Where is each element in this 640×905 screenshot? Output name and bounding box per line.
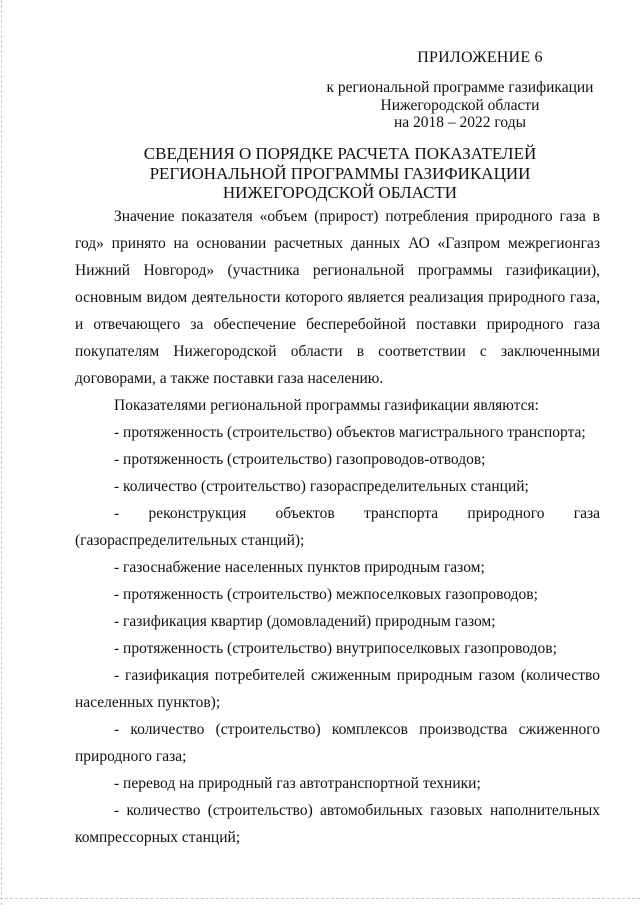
heading-line: РЕГИОНАЛЬНОЙ ПРОГРАММЫ ГАЗИФИКАЦИИ <box>149 163 531 183</box>
body-line: год» принято на основании расчетных данных АО «Газпром межрегионгаз <box>75 235 600 252</box>
appendix-subtitle <box>300 79 620 132</box>
scan-edge-bottom <box>0 898 640 900</box>
heading-line: НИЖЕГОРОДСКОЙ ОБЛАСТИ <box>222 183 458 202</box>
list-item: - протяженность (строительство) газопроводов-отводов; <box>114 451 486 468</box>
list-item: - количество (строительство) газораспределительных станций; <box>114 478 529 495</box>
list-item: - протяженность (строительство) внутрипоселковых газопроводов; <box>114 640 557 657</box>
list-item-continuation: компрессорных станций; <box>75 829 241 846</box>
body-line: покупателям Нижегородской области в соответствии с заключенными <box>75 343 600 360</box>
body-line: основным видом деятельности которого является реализация природного газа, <box>75 289 600 306</box>
appendix-subtitle-line: Нижегородской области <box>380 96 540 114</box>
list-item: - количество (строительство) автомобильных газовых наполнительных <box>114 802 600 819</box>
list-item-continuation: (газораспределительных станций); <box>75 532 305 549</box>
body-line: Значение показателя «объем (прирост) потребления природного газа в <box>114 208 600 225</box>
body-line: Показателями региональной программы газификации являются: <box>114 397 539 414</box>
scan-edge-left <box>1 0 3 905</box>
list-item: - протяженность (строительство) межпоселковых газопроводов; <box>114 586 538 603</box>
list-item: - перевод на природный газ автотранспортной техники; <box>114 775 481 792</box>
body-line: договорами, а также поставки газа населению. <box>75 370 384 387</box>
heading-line: СВЕДЕНИЯ О ПОРЯДКЕ РАСЧЕТА ПОКАЗАТЕЛЕЙ <box>143 144 537 163</box>
list-item: - протяженность (строительство) объектов магистрального транспорта; <box>114 424 586 441</box>
list-item: - реконструкция объектов транспорта природного газа <box>114 505 600 522</box>
list-item: - газификация квартир (домовладений) природным газом; <box>114 613 496 630</box>
body-line: Нижний Новгород» (участника региональной программы газификации), <box>75 262 600 279</box>
appendix-title: ПРИЛОЖЕНИЕ 6 <box>417 49 543 66</box>
body-line: и отвечающего за обеспечение бесперебойной поставки природного газа <box>75 316 600 333</box>
list-item-continuation: природного газа; <box>75 748 187 765</box>
list-item: - газификация потребителей сжиженным природным газом (количество <box>114 667 600 684</box>
appendix-subtitle-line: на 2018 – 2022 годы <box>394 114 526 131</box>
appendix-subtitle-line: к региональной программе газификации <box>326 79 594 96</box>
list-item-continuation: населенных пунктов); <box>75 694 221 711</box>
list-item: - количество (строительство) комплексов производства сжиженного <box>114 721 600 738</box>
list-item: - газоснабжение населенных пунктов природным газом; <box>114 559 485 576</box>
document-heading <box>70 144 610 203</box>
